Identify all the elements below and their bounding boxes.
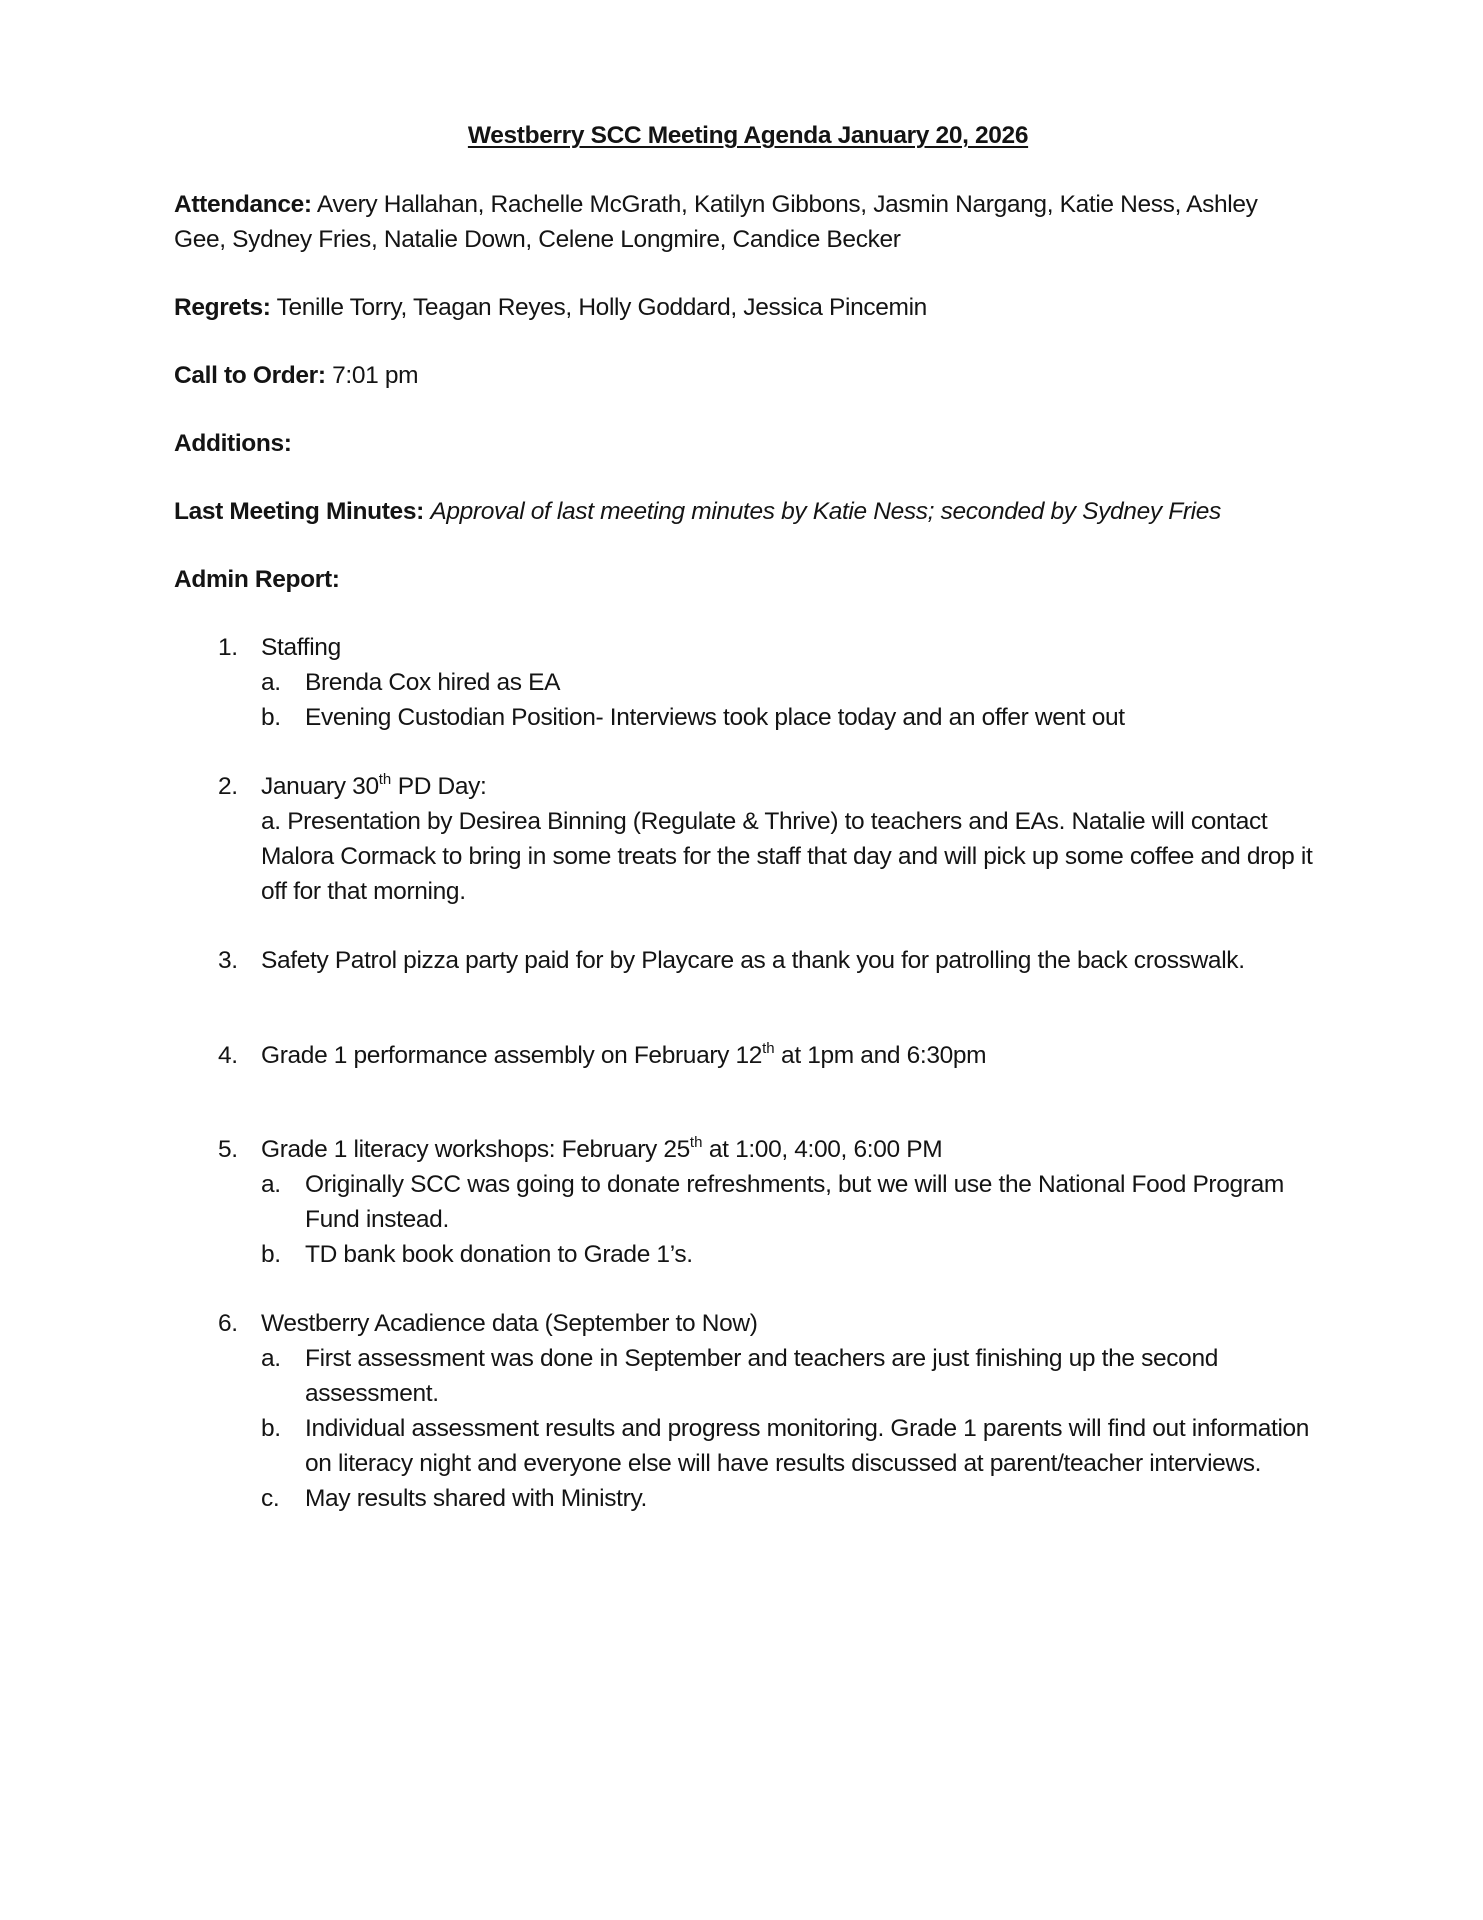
sub-item-text: May results shared with Ministry. xyxy=(305,1485,647,1512)
sub-item xyxy=(261,1481,1314,1516)
call-to-order-label: Call to Order: xyxy=(174,362,326,389)
agenda-item-pd-day xyxy=(174,769,1314,909)
sub-item-letter: a. xyxy=(261,669,281,696)
sub-item-text: Originally SCC was going to donate refreshments, but we will use the National Food Program Fund instead. xyxy=(305,1171,1284,1233)
item-text-main: January 30 xyxy=(261,773,379,800)
attendance-section xyxy=(174,187,1314,257)
attendance-names: Avery Hallahan, Rachelle McGrath, Katilyn Gibbons, Jasmin Nargang, Katie Ness, Ashley Gee, Sydney Fries, Natalie Down, Celene Longmire, Candice Becker xyxy=(174,191,1258,253)
item-text-tail: at 1:00, 4:00, 6:00 PM xyxy=(702,1136,943,1163)
item-text: Staffing xyxy=(261,634,341,661)
agenda-item-safety-patrol xyxy=(174,943,1314,978)
sub-item-letter: a. xyxy=(261,1171,281,1198)
item-text xyxy=(261,773,486,800)
admin-report-list xyxy=(174,630,1314,1516)
document-page xyxy=(174,118,1314,1516)
agenda-item-staffing xyxy=(174,630,1314,735)
sub-list xyxy=(261,665,1314,735)
sub-item-text: Brenda Cox hired as EA xyxy=(305,669,561,696)
sub-item-letter: b. xyxy=(261,1415,281,1442)
item-number: 1. xyxy=(218,634,238,661)
last-meeting-minutes-label: Last Meeting Minutes: xyxy=(174,498,424,525)
ordinal-suffix: th xyxy=(378,771,392,788)
call-to-order-section xyxy=(174,358,1314,393)
ordinal-suffix: th xyxy=(689,1134,703,1151)
item-number: 5. xyxy=(218,1136,238,1163)
item-text-main: Grade 1 performance assembly on February 12 xyxy=(261,1042,763,1069)
sub-item-letter: a. xyxy=(261,1345,281,1372)
item-note: a. Presentation by Desirea Binning (Regulate & Thrive) to teachers and EAs. Natalie will contact Malora Cormack to bring in some treats for the staff that day and will pick up some coffee and drop it off for that morning. xyxy=(261,808,1313,905)
sub-item-text: TD bank book donation to Grade 1’s. xyxy=(305,1241,693,1268)
sub-item xyxy=(261,665,1314,700)
additions-label: Additions: xyxy=(174,430,292,457)
item-number: 2. xyxy=(218,773,238,800)
sub-item-letter: b. xyxy=(261,1241,281,1268)
sub-item-letter: b. xyxy=(261,704,281,731)
item-text-tail: at 1pm and 6:30pm xyxy=(774,1042,987,1069)
sub-item-text: Individual assessment results and progress monitoring. Grade 1 parents will find out information on literacy night and everyone else will have results discussed at parent/teacher interviews. xyxy=(305,1415,1310,1477)
attendance-label: Attendance: xyxy=(174,191,312,218)
sub-item-text: Evening Custodian Position- Interviews took place today and an offer went out xyxy=(305,704,1125,731)
agenda-item-acadience-data xyxy=(174,1306,1314,1516)
item-text: Safety Patrol pizza party paid for by Playcare as a thank you for patrolling the back crosswalk. xyxy=(261,947,1245,974)
sub-item xyxy=(261,1341,1314,1411)
regrets-label: Regrets: xyxy=(174,294,271,321)
sub-item xyxy=(261,1167,1314,1237)
regrets-names: Tenille Torry, Teagan Reyes, Holly Goddard, Jessica Pincemin xyxy=(276,294,927,321)
sub-item-text: First assessment was done in September and teachers are just finishing up the second assessment. xyxy=(305,1345,1219,1407)
item-text-tail: PD Day: xyxy=(391,773,487,800)
last-meeting-minutes-section xyxy=(174,494,1314,529)
sub-item xyxy=(261,1237,1314,1272)
last-meeting-minutes-text: Approval of last meeting minutes by Katie Ness; seconded by Sydney Fries xyxy=(430,498,1221,525)
additions-section xyxy=(174,426,1314,461)
sub-list xyxy=(261,1167,1314,1272)
regrets-section xyxy=(174,290,1314,325)
sub-list xyxy=(261,1341,1314,1516)
item-text-main: Grade 1 literacy workshops: February 25 xyxy=(261,1136,690,1163)
document-title: Westberry SCC Meeting Agenda January 20, 2026 xyxy=(467,122,1029,149)
sub-item xyxy=(261,1411,1314,1481)
admin-report-heading xyxy=(174,562,1314,597)
item-number: 4. xyxy=(218,1042,238,1069)
agenda-item-performance-assembly xyxy=(174,1038,1314,1073)
item-text: Westberry Acadience data (September to Now) xyxy=(261,1310,758,1337)
item-text xyxy=(261,1136,942,1163)
ordinal-suffix: th xyxy=(762,1040,775,1057)
item-number: 6. xyxy=(218,1310,238,1337)
agenda-item-literacy-workshops xyxy=(174,1132,1314,1272)
sub-item-letter: c. xyxy=(261,1485,280,1512)
item-number: 3. xyxy=(218,947,238,974)
item-text xyxy=(261,1042,986,1069)
admin-report-label: Admin Report: xyxy=(174,566,340,593)
call-to-order-time: 7:01 pm xyxy=(332,362,419,389)
sub-item xyxy=(261,700,1314,735)
